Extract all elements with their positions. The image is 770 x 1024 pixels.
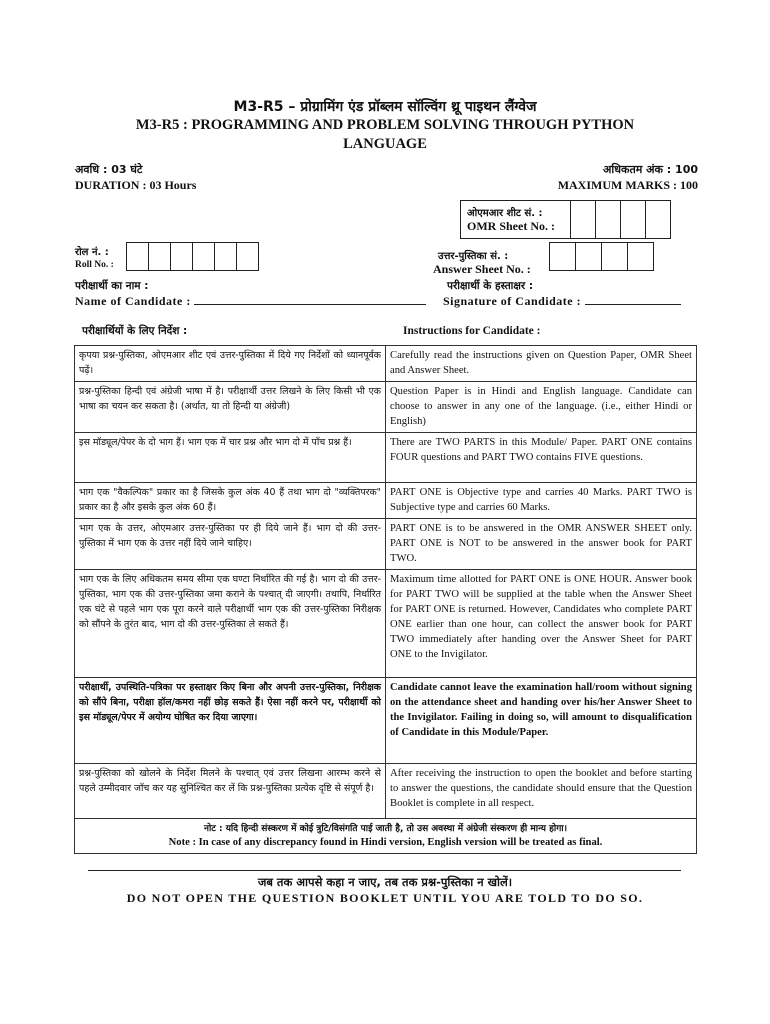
title-hindi: M3-R5 – प्रोग्रामिंग एंड प्रॉब्लम सॉल्विंग थ्रू पाइथन लैंग्वेज (233, 99, 537, 115)
warning-english: DO NOT OPEN THE QUESTION BOOKLET UNTIL YOU ARE TOLD TO DO SO. (126, 891, 644, 905)
instruction-row (75, 519, 697, 570)
instruction-english: PART ONE is to be answered in the OMR ANSWER SHEET only. PART ONE is NOT to be answered in the answer book for PART TWO. (386, 519, 697, 570)
instruction-row (75, 764, 697, 819)
roll-label-hindi: रोल नं. : (75, 247, 109, 258)
instruction-english: Question Paper is in Hindi and English language. Candidate can choose to answer in any one of the language. (i.e., either Hindi or English) (386, 382, 697, 433)
title-english-line2: LANGUAGE (343, 136, 427, 152)
note-hindi: नोट : यदि हिन्दी संस्करण में कोई त्रुटि/विसंगति पाई जाती है, तो उस अवस्था में अंग्रेजी संस्करण ही मान्य होगा। (203, 824, 568, 834)
note-row (75, 819, 697, 854)
roll-digit-box[interactable] (214, 242, 237, 271)
candidate-name-label-hindi: परीक्षार्थी का नाम : (75, 280, 149, 292)
roll-digit-box[interactable] (236, 242, 259, 271)
roll-label-english: Roll No. : (75, 260, 114, 270)
title-english (0, 116, 770, 154)
duration-english: DURATION : 03 Hours (75, 178, 197, 192)
warning-top-rule (88, 870, 681, 871)
instructions-header-hindi: परीक्षार्थियों के लिए निर्देश : (82, 325, 188, 337)
max-marks-english: MAXIMUM MARKS : 100 (557, 178, 698, 192)
roll-digit-box[interactable] (126, 242, 149, 271)
instruction-row (75, 346, 697, 382)
instruction-hindi: परीक्षार्थी, उपस्थिति-पत्रिका पर हस्ताक्षर किए बिना और अपनी उत्तर-पुस्तिका, निरीक्षक को सौंपे बिना, परीक्षा हॉल/कमरा नहीं छोड़ सकते हैं। ऐसा नहीं करने पर, परीक्षार्थी को इस मॉड्यूल/पेपर में अयोग्य घोषित कर दिया जाएगा। (75, 678, 386, 764)
note-english: Note : In case of any discrepancy found in Hindi version, English version will be treated as final. (168, 837, 603, 848)
instruction-row (75, 483, 697, 519)
instruction-hindi: भाग एक "वैकल्पिक" प्रकार का है जिसके कुल अंक 40 हैं तथा भाग दो "व्यक्तिपरक" प्रकार का है और इसके कुल अंक 60 हैं। (75, 483, 386, 519)
omr-label-english: OMR Sheet No. : (467, 219, 555, 233)
roll-digit-box[interactable] (192, 242, 215, 271)
roll-digit-box[interactable] (170, 242, 193, 271)
instruction-english: Carefully read the instructions given on Question Paper, OMR Sheet and Answer Sheet. (386, 346, 697, 382)
answer-sheet-label-english: Answer Sheet No. : (433, 262, 531, 276)
answer-sheet-label-hindi: उत्तर-पुस्तिका सं. : (438, 251, 509, 262)
omr-label-hindi: ओएमआर शीट सं. : (467, 208, 543, 219)
candidate-signature-label-english: Signature of Candidate : (443, 294, 582, 308)
instruction-hindi: इस मॉड्यूल/पेपर के दो भाग हैं। भाग एक में चार प्रश्न और भाग दो में पाँच प्रश्न हैं। (75, 433, 386, 483)
omr-digit-box[interactable] (620, 200, 646, 239)
duration-hindi: अवधि : 03 घंटे (75, 163, 143, 176)
answer-sheet-number-boxes[interactable] (550, 242, 654, 271)
answer-sheet-digit-box[interactable] (601, 242, 628, 271)
roll-number-boxes[interactable] (127, 242, 259, 271)
instruction-hindi: प्रश्न-पुस्तिका हिन्दी एवं अंग्रेजी भाषा में है। परीक्षार्थी उत्तर लिखने के लिए किसी भी एक भाषा का चयन कर सकता है। (अर्थात, या तो हिन्दी या अंग्रेजी) (75, 382, 386, 433)
candidate-name-row (75, 294, 426, 309)
instruction-english: Maximum time allotted for PART ONE is ONE HOUR. Answer book for PART TWO will be supplied at the table when the Answer Sheet for PART ONE is returned. However, Candidates who complete PART ONE earlier than one hour, can collect the answer book for PART TWO immediately after handing over the Answer Sheet for PART ONE to the Invigilator. (386, 570, 697, 678)
omr-digit-box[interactable] (645, 200, 671, 239)
instruction-hindi: प्रश्न-पुस्तिका को खोलने के निर्देश मिलने के पश्चात् एवं उत्तर लिखना आरम्भ करने से पहले उम्मीदवार जाँच कर यह सुनिश्चित कर लें कि प्रश्न-पुस्तिका प्रत्येक दृष्टि से संपूर्ण है। (75, 764, 386, 819)
instructions-header-english: Instructions for Candidate : (403, 325, 541, 337)
instruction-english: PART ONE is Objective type and carries 40 Marks. PART TWO is Subjective type and carries 60 Marks. (386, 483, 697, 519)
candidate-signature-field[interactable] (585, 304, 681, 305)
instruction-row (75, 382, 697, 433)
warning-hindi: जब तक आपसे कहा न जाए, तब तक प्रश्न-पुस्तिका न खोलें। (257, 875, 513, 889)
title-english-line1: M3-R5 : PROGRAMMING AND PROBLEM SOLVING THROUGH PYTHON (135, 117, 635, 133)
omr-digit-box[interactable] (595, 200, 621, 239)
candidate-signature-label-hindi: परीक्षार्थी के हस्ताक्षर : (447, 280, 534, 292)
instructions-table (74, 345, 697, 854)
instruction-hindi: कृपया प्रश्न-पुस्तिका, ओएमआर शीट एवं उत्तर-पुस्तिका में दिये गए निर्देशों को ध्यानपूर्वक पढ़ें। (75, 346, 386, 382)
omr-sheet-number-boxes[interactable] (571, 200, 671, 239)
candidate-name-label-english: Name of Candidate : (75, 294, 191, 308)
roll-digit-box[interactable] (148, 242, 171, 271)
candidate-signature-row (443, 294, 681, 309)
instruction-row (75, 433, 697, 483)
instruction-english: There are TWO PARTS in this Module/ Paper. PART ONE contains FOUR questions and PART TWO contains FIVE questions. (386, 433, 697, 483)
instruction-row (75, 570, 697, 678)
discrepancy-note (75, 819, 697, 854)
instruction-row (75, 678, 697, 764)
omr-label-box (460, 200, 571, 239)
max-marks-hindi: अधिकतम अंक : 100 (602, 163, 698, 176)
instruction-hindi: भाग एक के लिए अधिकतम समय सीमा एक घण्टा निर्धारित की गई है। भाग दो की उत्तर-पुस्तिका, भाग एक की उत्तर-पुस्तिका जमा कराने के पश्चात् दी जाएगी। तथापि, निर्धारित एक घंटे से पहले भाग एक पूरा करने वाले परीक्षार्थी भाग एक की उत्तर-पुस्तिका निरीक्षक को सौंपने के तुरंत बाद, भाग दो की उत्तर-पुस्तिका ले सकते हैं। (75, 570, 386, 678)
instruction-hindi: भाग एक के उत्तर, ओएमआर उत्तर-पुस्तिका पर ही दिये जाने हैं। भाग दो की उत्तर-पुस्तिका में भाग एक के उत्तर नहीं दिये जाने चाहिए। (75, 519, 386, 570)
candidate-name-field[interactable] (194, 304, 426, 305)
omr-digit-box[interactable] (570, 200, 596, 239)
answer-sheet-digit-box[interactable] (549, 242, 576, 271)
answer-sheet-digit-box[interactable] (627, 242, 654, 271)
instruction-english: After receiving the instruction to open the booklet and before starting to answer the questions, the candidate should ensure that the Question Booklet is complete in all respect. (386, 764, 697, 819)
answer-sheet-digit-box[interactable] (575, 242, 602, 271)
instruction-english: Candidate cannot leave the examination hall/room without signing on the attendance sheet and handing over his/her Answer Sheet to the Invigilator. Failing in doing so, will amount to disqualification of Candidate in this Module/Paper. (386, 678, 697, 764)
